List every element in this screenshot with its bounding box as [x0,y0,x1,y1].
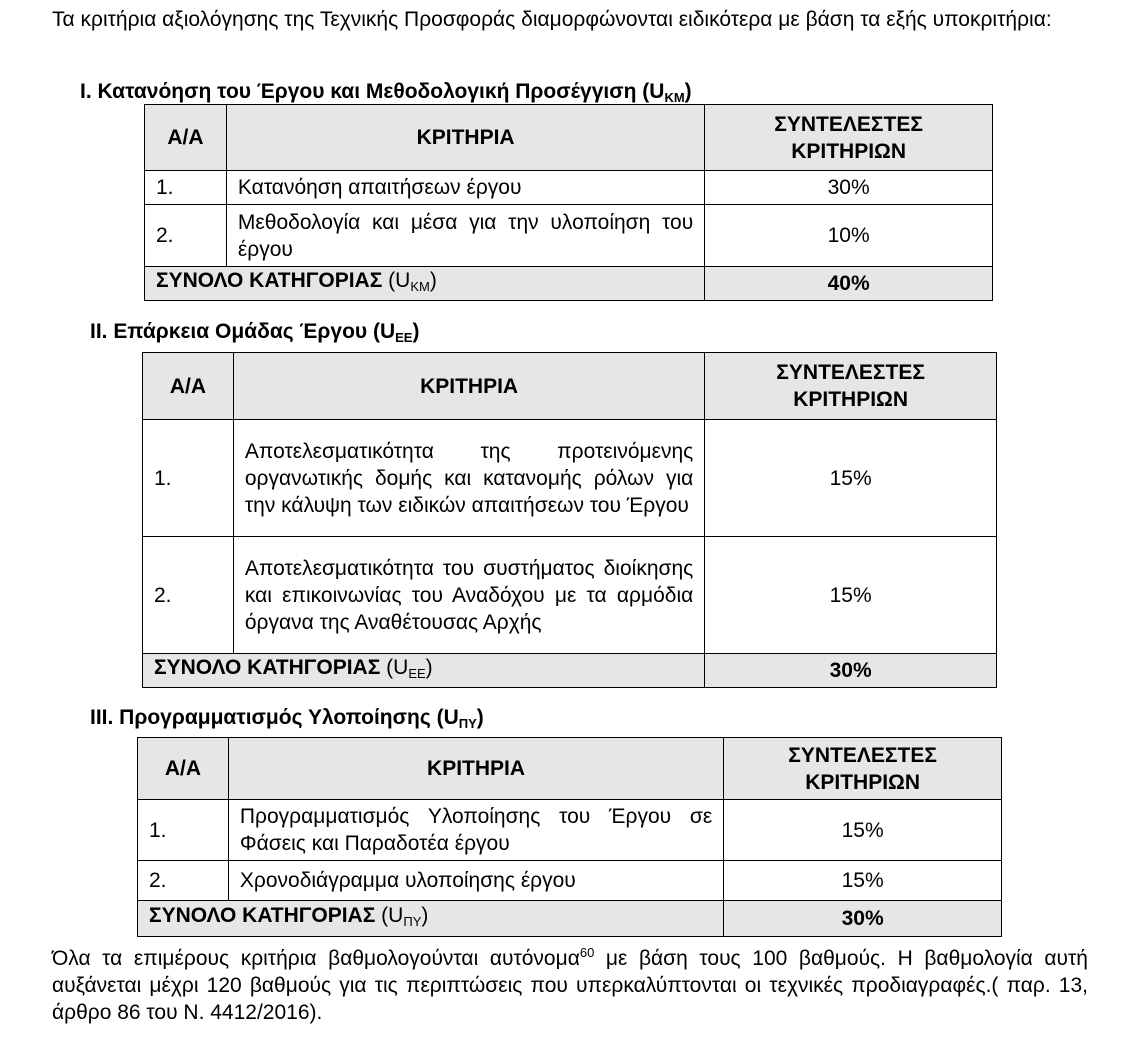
total-label: ΣΥΝΟΛΟ ΚΑΤΗΓΟΡΙΑΣ $(U_{KM})$ [145,267,705,301]
row-number: 2. [145,205,227,267]
row-coefficient: 15% [705,420,997,537]
row-criterion: Χρονοδιάγραμμα υλοποίησης έργου [228,861,723,901]
closing-paragraph: Όλα τα επιμέρους κριτήρια βαθμολογούνται αυτόνομα$^{60}$ με βάση τους 100 βαθμούς. Η βαθμολογία αυτή αυξάνεται μέχρι 120 βαθμούς για τις περιπτώσεις που υπερκαλύπτονται οι τεχνικές προδιαγραφές.( παρ. 13, άρθρο 86 του Ν. 4412/2016). [52,945,1088,1024]
criteria-table-1 [144,104,993,301]
table-total-row [143,654,997,688]
row-criterion: Μεθοδολογία και μέσα για την υλοποίηση του έργου [226,205,704,267]
table-row [145,171,993,205]
header-criteria: ΚΡΙΤΗΡΙΑ [226,105,704,171]
row-criterion: Προγραμματισμός Υλοποίησης του Έργου σε Φάσεις και Παραδοτέα έργου [228,800,723,861]
total-value: 30% [724,901,1002,937]
row-number: 1. [145,171,227,205]
row-number: 2. [143,537,234,654]
section-heading-2: II. Επάρκεια Ομάδας Έργου $(U_{EE})$ [90,320,420,345]
header-aa: Α/Α [145,105,227,171]
criteria-table-3 [137,737,1002,937]
row-coefficient: 15% [724,800,1002,861]
row-number: 1. [138,800,229,861]
row-coefficient: 30% [705,171,993,205]
table-header-row [138,738,1002,800]
total-label: ΣΥΝΟΛΟ ΚΑΤΗΓΟΡΙΑΣ $(U_{\Pi\Upsilon})$ [138,901,724,937]
table-row [138,800,1002,861]
table-row [143,420,997,537]
header-criteria: ΚΡΙΤΗΡΙΑ [228,738,723,800]
table-total-row [138,901,1002,937]
table-header-row [143,353,997,420]
row-number: 1. [143,420,234,537]
section-heading-1: I. Κατανόηση του Έργου και Μεθοδολογική Προσέγγιση $(U_{KM})$ [80,80,692,105]
intro-paragraph: Τα κριτήρια αξιολόγησης της Τεχνικής Προσφοράς διαμορφώνονται ειδικότερα με βάση τα εξής υποκριτήρια: [52,8,1052,31]
section-heading-3: III. Προγραμματισμός Υλοποίησης $(U_{\Pi\Upsilon})$ [90,706,484,731]
footnote-reference: 60 [579,945,595,960]
table-row [138,861,1002,901]
row-criterion: Αποτελεσματικότητα της προτεινόμενης οργανωτικής δομής και κατανομής ρόλων για την κάλυψη των ειδικών απαιτήσεων του Έργου [233,420,704,537]
total-value: 30% [705,654,997,688]
row-criterion: Κατανόηση απαιτήσεων έργου [226,171,704,205]
total-label: ΣΥΝΟΛΟ ΚΑΤΗΓΟΡΙΑΣ $(U_{EE})$ [143,654,705,688]
total-value: 40% [705,267,993,301]
criteria-table-2 [142,352,997,688]
row-coefficient: 15% [724,861,1002,901]
table-row [145,205,993,267]
row-number: 2. [138,861,229,901]
table-total-row [145,267,993,301]
header-criteria: ΚΡΙΤΗΡΙΑ [233,353,704,420]
header-aa: Α/Α [143,353,234,420]
row-coefficient: 15% [705,537,997,654]
header-coefficients: ΣΥΝΤΕΛΕΣΤΕΣ ΚΡΙΤΗΡΙΩΝ [705,105,993,171]
table-row [143,537,997,654]
row-criterion: Αποτελεσματικότητα του συστήματος διοίκησης και επικοινωνίας του Αναδόχου με τα αρμόδια όργανα της Αναθέτουσας Αρχής [233,537,704,654]
table-header-row [145,105,993,171]
header-coefficients: ΣΥΝΤΕΛΕΣΤΕΣ ΚΡΙΤΗΡΙΩΝ [724,738,1002,800]
row-coefficient: 10% [705,205,993,267]
header-coefficients: ΣΥΝΤΕΛΕΣΤΕΣ ΚΡΙΤΗΡΙΩΝ [705,353,997,420]
header-aa: Α/Α [138,738,229,800]
